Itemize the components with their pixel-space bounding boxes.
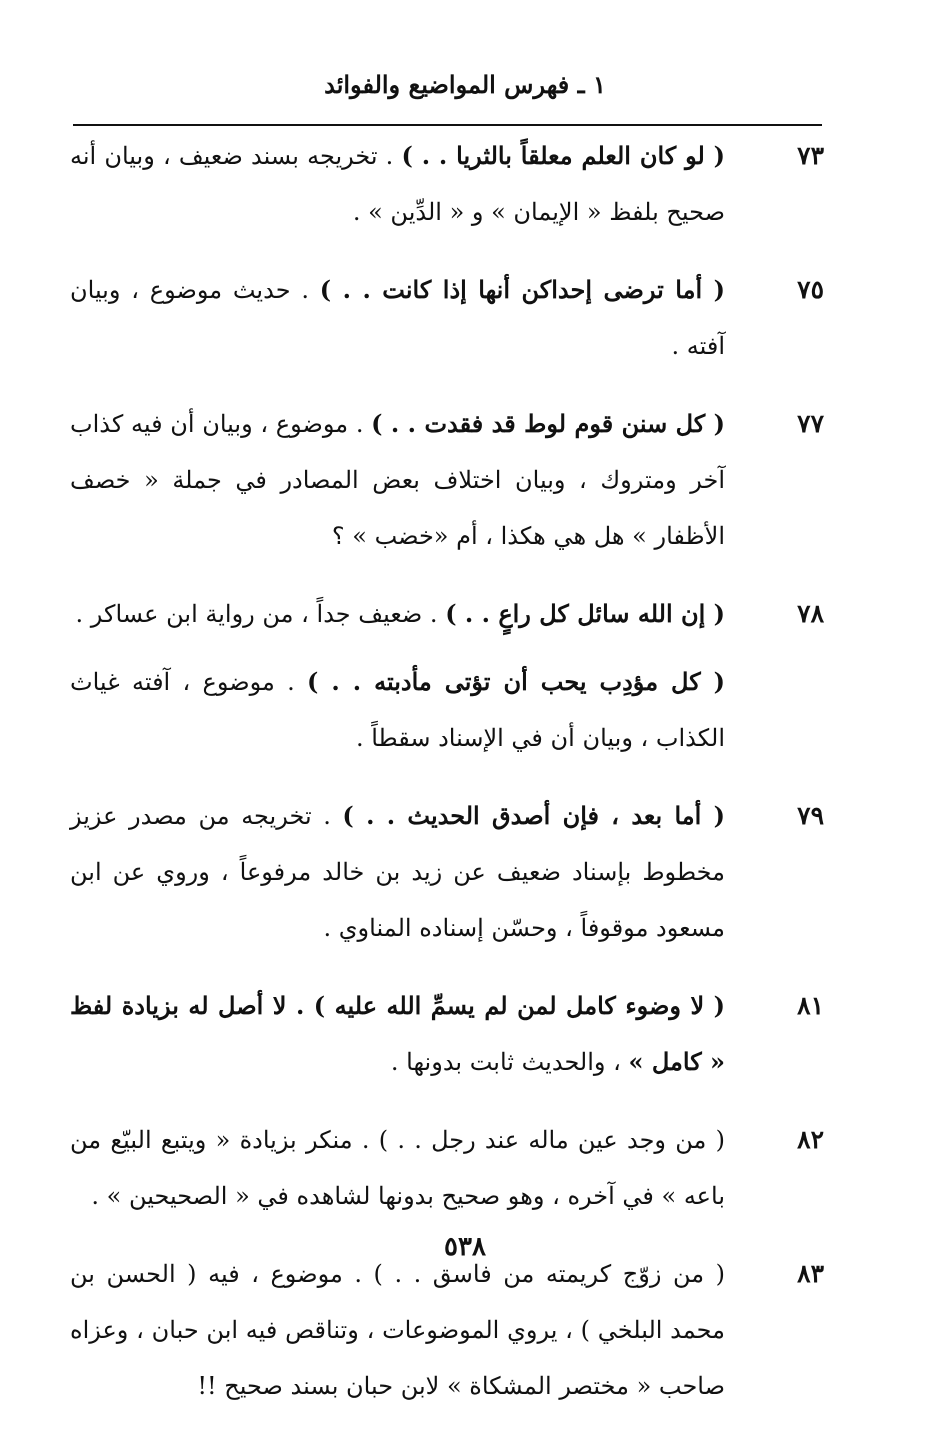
entry-hadith: ( أما ترضى إحداكن أنها إذا كانت . . ) <box>319 275 725 304</box>
index-entry <box>70 788 830 956</box>
entry-page-number: ٨٢ <box>797 1125 824 1154</box>
page-header: ١ ـ فهرس المواضيع والفوائد <box>324 70 606 99</box>
entry-hadith: ( لا وضوء كامل لمن لم يسمِّ الله عليه ) . لا أصل له بزيادة لفظ « كامل » <box>70 991 725 1076</box>
entry-note: . تخريجه من مصدر عزيز مخطوط بإسناد ضعيف عن زيد بن خالد مرفوعاً ، وروي عن ابن مسعود موقوفاً ، وحسّن إسناده المناوي . <box>70 802 725 942</box>
entry-text <box>70 262 725 374</box>
entry-note: . موضوع ، وبيان أن فيه كذاب آخر ومتروك ، وبيان اختلاف بعض المصادر في جملة « خصف الأظفار » هل هي هكذا ، أم «خضب » ؟ <box>70 410 725 550</box>
entry-page-number: ٧٩ <box>797 801 824 830</box>
entry-note: . موضوع ، آفته غياث الكذاب ، وبيان أن في الإسناد سقطاً . <box>70 668 725 752</box>
entry-page-number: ٧٨ <box>797 599 824 628</box>
entry-page-number: ٨١ <box>797 991 824 1020</box>
index-entry <box>70 128 830 240</box>
entry-text <box>70 978 725 1090</box>
entry-text <box>70 1246 725 1414</box>
entry-note: . ضعيف جداً ، من رواية ابن عساكر . <box>75 600 446 628</box>
entry-text <box>70 654 725 766</box>
entry-hadith: ( أما بعد ، فإن أصدق الحديث . . ) <box>342 801 725 830</box>
page-number: ٥٣٨ <box>444 1232 486 1262</box>
entry-text <box>70 586 725 642</box>
index-entry <box>70 654 830 766</box>
entry-page-number: ٧٥ <box>797 275 824 304</box>
entry-note: ( من وجد عين ماله عند رجل . . ) . منكر بزيادة « ويتبع البيّع من باعه » في آخره ، وهو صحيح بدونها لشاهده في « الصحيحين » . <box>70 1126 725 1210</box>
header-rule <box>73 124 822 126</box>
entry-text <box>70 396 725 564</box>
index-entry <box>70 396 830 564</box>
index-entry <box>70 262 830 374</box>
entry-note: ، والحديث ثابت بدونها . <box>390 1048 629 1076</box>
entry-text <box>70 1112 725 1224</box>
entry-hadith: ( كل مؤدِب يحب أن تؤتى مأدبته . . ) <box>307 667 725 696</box>
entry-hadith: ( إن الله سائل كل راعٍ . . ) <box>445 599 725 628</box>
entry-page-number: ٨٣ <box>797 1259 824 1288</box>
entry-note: . تخريجه بسند ضعيف ، وبيان أنه صحيح بلفظ « الإيمان » و « الدِّين » . <box>70 142 725 226</box>
entry-hadith: ( لو كان العلم معلقاً بالثريا . . ) <box>401 141 725 170</box>
entry-hadith: ( كل سنن قوم لوط قد فقدت . . ) <box>371 409 725 438</box>
entry-page-number: ٧٧ <box>797 409 824 438</box>
entry-text <box>70 788 725 956</box>
index-entry <box>70 1112 830 1224</box>
entry-page-number: ٧٣ <box>797 141 824 170</box>
entry-note: . حديث موضوع ، وبيان آفته . <box>70 276 725 360</box>
entry-note: ( من زوّج كريمته من فاسق . . ) . موضوع ، فيه ( الحسن بن محمد البلخي ) ، يروي الموضوعات ، وتناقص فيه ابن حبان ، وعزاه صاحب « مختصر المشكاة » لابن حبان بسند صحيح !! <box>70 1260 725 1400</box>
index-entry <box>70 978 830 1090</box>
index-entry <box>70 1246 830 1414</box>
entry-text <box>70 128 725 240</box>
index-entry <box>70 586 830 642</box>
